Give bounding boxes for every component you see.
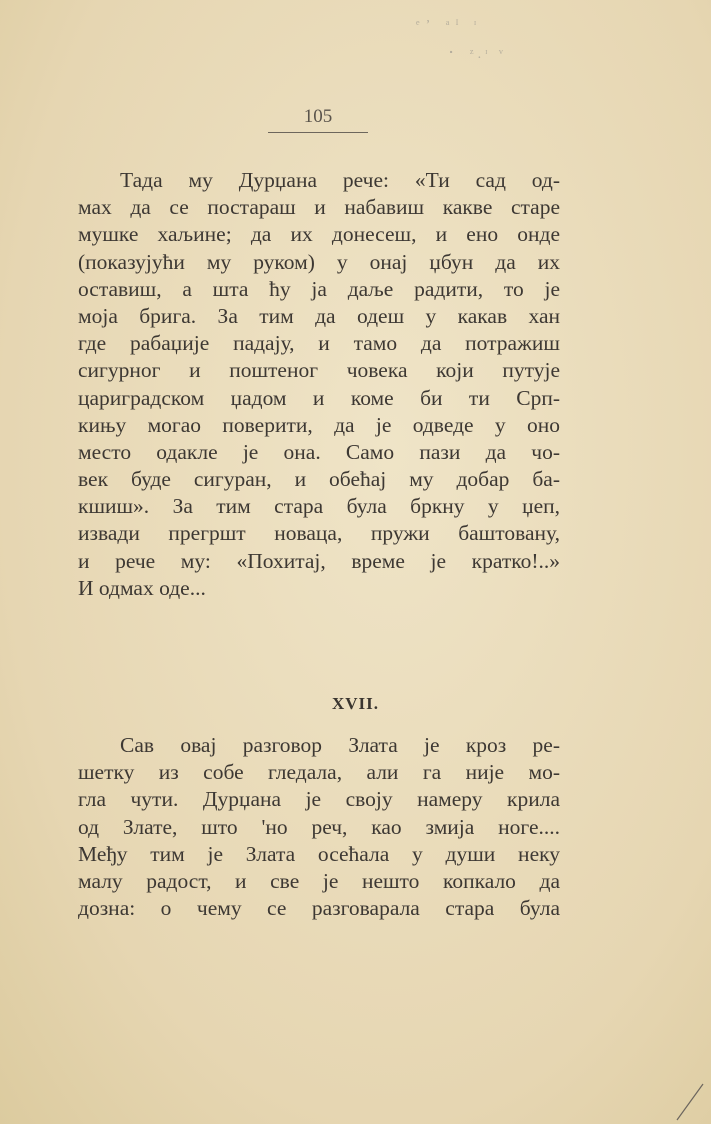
text-line: (показујући му руком) у онај џбун да их xyxy=(78,249,560,274)
text-line: моја брига. За тим да одеш у какав хан xyxy=(78,303,560,328)
text-line: оставиш, а шта ћу ја даље радити, то је xyxy=(78,276,560,301)
stamp-line: ᵉʼ ᵃᴵ ᶦ xyxy=(416,18,483,33)
text-line: век буде сигуран, и обећај му добар ба- xyxy=(78,467,560,492)
text-line: мушке хаљине; да их донесеш, и ено онде xyxy=(78,222,560,247)
text-line: гла чути. Дурџана је своју намеру крила xyxy=(78,787,560,812)
paragraph-2 xyxy=(78,732,560,922)
text-line: Сав овај разговор Злата је кроз ре- xyxy=(120,733,560,757)
text-line: извади прегршт новаца, пружи баштовану, xyxy=(78,521,560,546)
page-number-rule xyxy=(268,132,368,133)
text-line: цариградском џадом и коме би ти Срп- xyxy=(78,385,560,410)
text-line: где рабаџије падају, и тамо да потражиш xyxy=(78,331,560,356)
text-line: од Злате, што 'но реч, као змија ноге.... xyxy=(78,814,560,839)
chapter-heading: XVII. xyxy=(331,694,380,713)
text-line: Тада му Дурџана рече: «Ти сад од- xyxy=(120,168,560,192)
pencil-mark xyxy=(673,1082,707,1122)
text-line: место одакле је она. Само пази да чо- xyxy=(78,439,560,464)
text-line: сигурног и поштеног човека који путује xyxy=(78,358,560,383)
text-line: малу радост, и све је нешто копкало да xyxy=(78,868,560,893)
text-line: Међу тим је Злата осећала у души неку xyxy=(78,841,560,866)
text-line: и рече му: «Похитај, време је кратко!..» xyxy=(78,548,560,573)
text-line: шетку из собе гледала, али га није мо- xyxy=(78,760,560,785)
text-line: И одмах оде... xyxy=(78,575,206,600)
stamp-line: ⠂ ᶻ.ᶦ ᵛ xyxy=(448,47,508,62)
library-stamp xyxy=(408,10,518,80)
paragraph-1 xyxy=(78,167,560,602)
text-line: кшиш». За тим стара була бркну у џеп, xyxy=(78,494,560,519)
page-number: 105 xyxy=(303,106,333,127)
text-line: дозна: о чему се разговарала стара була xyxy=(78,896,560,921)
text-line: кињу могао поверити, да је одведе у оно xyxy=(78,412,560,437)
text-line: мах да се постараш и набавиш какве старе xyxy=(78,195,560,220)
